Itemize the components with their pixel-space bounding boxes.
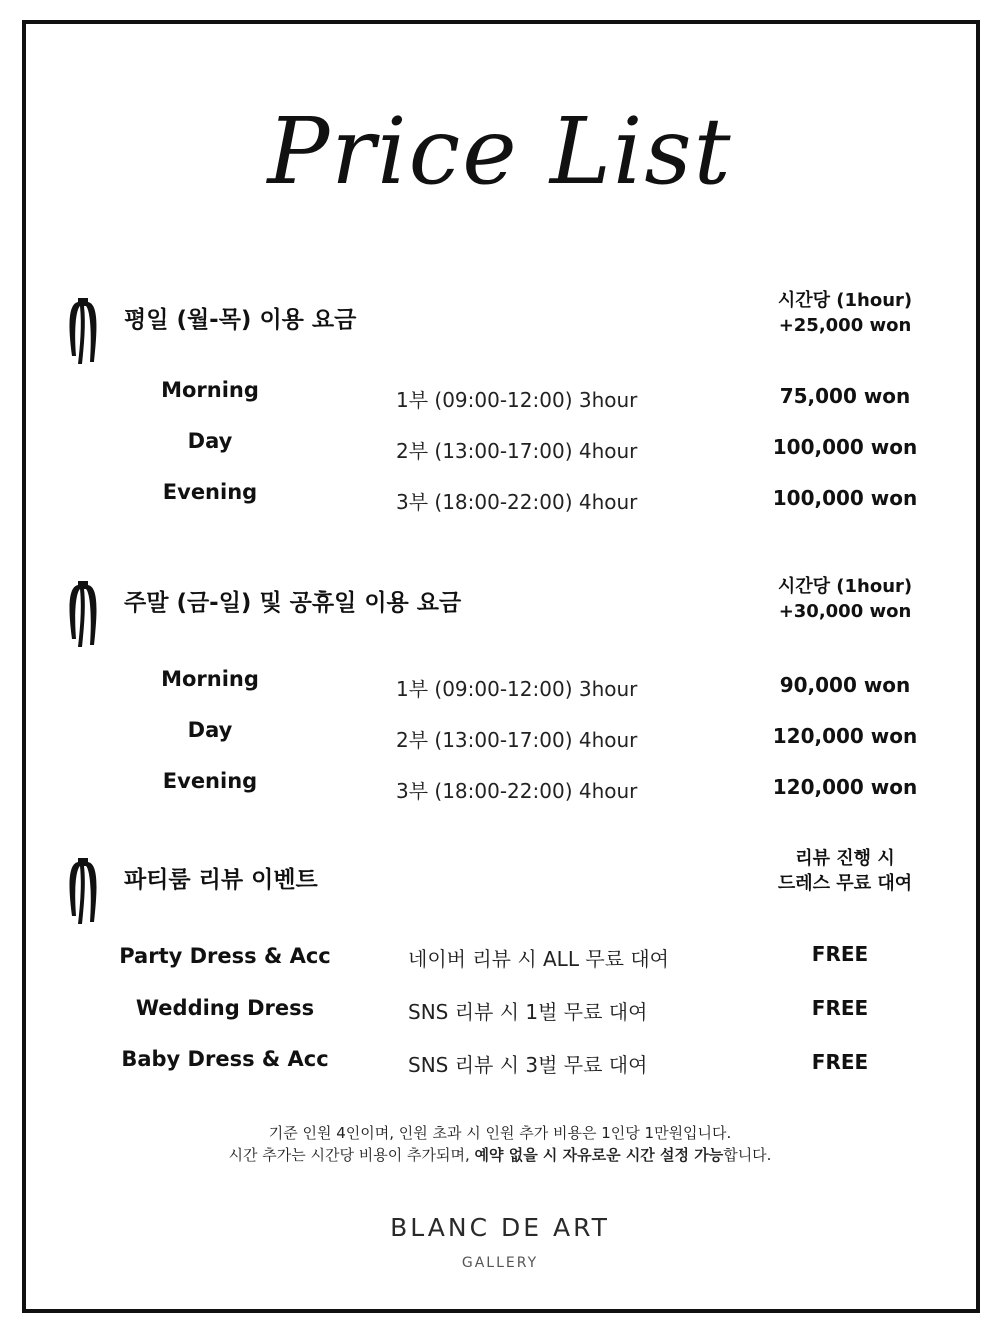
row-price: FREE [811, 942, 869, 966]
row-price: 75,000 won [779, 384, 911, 408]
section-title-review-event: 파티룸 리뷰 이벤트 [124, 867, 318, 893]
ribbon-bow-icon [66, 856, 100, 926]
row-desc: SNS 리뷰 시 1벌 무료 대여 [408, 1000, 648, 1024]
note-line-2: 시간 추가는 시간당 비용이 추가되며, 예약 없을 시 자유로운 시간 설정 가능합니다. [228, 1146, 772, 1164]
row-label: Day [187, 718, 233, 742]
note-line-1: 기준 인원 4인이며, 인원 초과 시 인원 추가 비용은 1인당 1만원입니다. [268, 1124, 732, 1142]
row-desc: 2부 (13:00-17:00) 4hour [396, 728, 638, 752]
row-price: 90,000 won [779, 673, 911, 697]
row-label: Morning [161, 378, 259, 402]
row-label: Baby Dress & Acc [121, 1047, 329, 1071]
brand-subtitle: GALLERY [461, 1255, 539, 1271]
row-label: Party Dress & Acc [119, 944, 331, 968]
row-price: 120,000 won [772, 775, 918, 799]
section-rate-review-event: 리뷰 진행 시 드레스 무료 대여 [777, 848, 913, 894]
page-title: Price List [267, 98, 733, 205]
row-label: Wedding Dress [135, 996, 315, 1020]
row-label: Evening [162, 769, 258, 793]
ribbon-bow-icon [66, 579, 100, 649]
section-title-weekday: 평일 (월-목) 이용 요금 [124, 307, 357, 333]
section-rate-weekday: 시간당 (1hour) +25,000 won [777, 290, 913, 336]
row-desc: 1부 (09:00-12:00) 3hour [396, 388, 638, 412]
row-price: 100,000 won [772, 486, 918, 510]
row-desc: 3부 (18:00-22:00) 4hour [396, 490, 638, 514]
brand-logo-text: BLANC DE ART [390, 1213, 610, 1242]
row-price: FREE [811, 1050, 869, 1074]
row-label: Evening [162, 480, 258, 504]
row-price: FREE [811, 996, 869, 1020]
ribbon-bow-icon [66, 296, 100, 366]
row-price: 120,000 won [772, 724, 918, 748]
section-title-weekend: 주말 (금-일) 및 공휴일 이용 요금 [124, 590, 462, 616]
row-label: Morning [161, 667, 259, 691]
section-rate-weekend: 시간당 (1hour) +30,000 won [777, 576, 913, 622]
row-desc: 네이버 리뷰 시 ALL 무료 대여 [408, 947, 669, 971]
row-desc: 1부 (09:00-12:00) 3hour [396, 677, 638, 701]
row-price: 100,000 won [772, 435, 918, 459]
row-label: Day [187, 429, 233, 453]
row-desc: 3부 (18:00-22:00) 4hour [396, 779, 638, 803]
row-desc: 2부 (13:00-17:00) 4hour [396, 439, 638, 463]
row-desc: SNS 리뷰 시 3벌 무료 대여 [408, 1053, 648, 1077]
